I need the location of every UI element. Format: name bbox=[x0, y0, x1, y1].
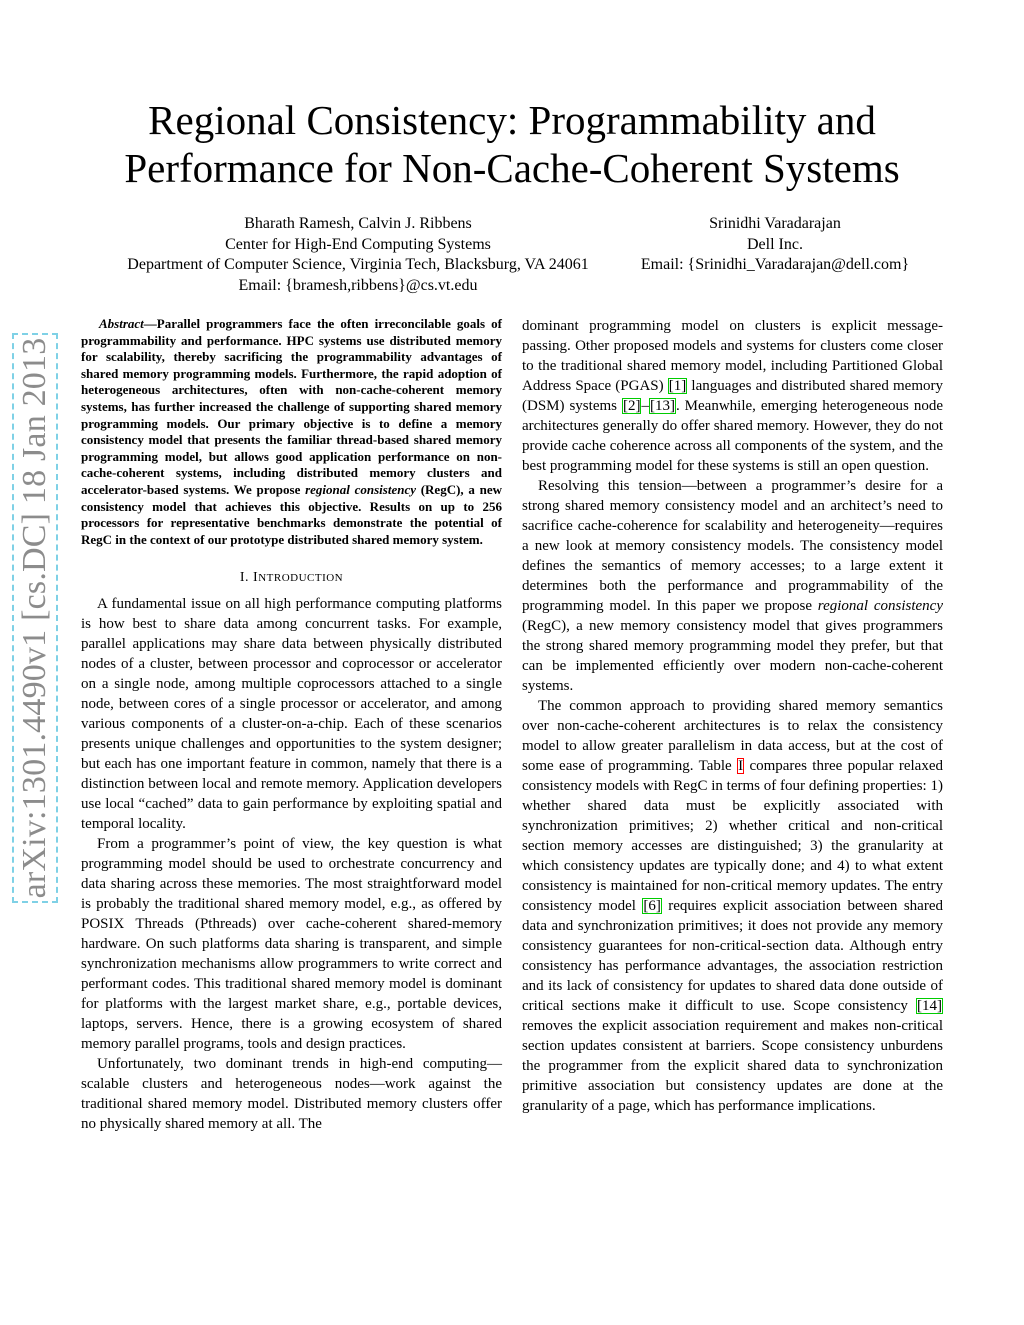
right-p2-text-b: (RegC), a new memory consistency model that gives programmers the strong shared memory programming model they prefer, but that can be implemented efficiently over modern non-cache-coherent systems. bbox=[522, 618, 943, 694]
abstract-text-2: (RegC), a new consistency model that achieves this objective. Results on up to 256 processors for representative benchmarks demonstrate the potential of RegC in the context of our prototype distributed shared memory system. bbox=[81, 481, 502, 547]
citation-link-6[interactable]: [6] bbox=[643, 898, 661, 914]
abstract-emphasis: regional consistency bbox=[305, 481, 416, 497]
section-title-rest: NTRODUCTION bbox=[258, 572, 344, 585]
author-affiliation-center: Center for High-End Computing Systems bbox=[225, 235, 491, 253]
right-p1-text-c: . Meanwhile, emerging heterogeneous node architectures generally do offer shared memory. However, they do not provide cache coherence across all components of the system, and the best programming model for these systems is still an open question. bbox=[522, 398, 943, 474]
title-line-1: Regional Consistency: Programmability and bbox=[148, 97, 876, 143]
citation-range-dash: – bbox=[641, 398, 649, 414]
right-p3-text-a: The common approach to providing shared memory semantics over non-cache-coherent architectures is to relax the consistency model to allow greater parallelism in data access, but at the cost of some ease of programming. Table bbox=[522, 698, 943, 774]
abstract-text-1: —Parallel programmers face the often irreconcilable goals of programmability and performance. HPC systems use distributed memory for scalability, thereby sacrificing the programmability advantages of shared memory programming models. Furthermore, the rapid adoption of heterogeneous architectures, often with non-cache-coherent memory systems, has further increased the challenge of supporting shared memory programming models. Our primary objective is to define a memory consistency model that presents the familiar thread-based shared memory programming model, but allows good application performance on non-cache-coherent systems, including distributed memory clusters and accelerator-based systems. We propose bbox=[81, 316, 502, 497]
author-affiliation-dell: Dell Inc. bbox=[747, 235, 803, 253]
right-paragraph-1 bbox=[522, 316, 943, 476]
right-p3-text-c: requires explicit association between shared data and synchronization primitives; it does not provide any memory consistency guarantees for non-critical-section data. Although entry consistency has performance advantages, the association restriction and its lack of consistency for updates to shared data done outside of critical sections make it difficult to use. Scope consistency bbox=[522, 898, 943, 1014]
author-block-right bbox=[620, 214, 930, 276]
author-affiliation-department: Department of Computer Science, Virginia Tech, Blacksburg, VA 24061 bbox=[127, 256, 589, 273]
arxiv-identifier-stamp bbox=[12, 333, 58, 903]
intro-paragraph-3: Unfortunately, two dominant trends in high-end computing—scalable clusters and heterogeneous nodes—work against the traditional shared memory model. Distributed memory clusters offer no physically shared memory at all. The bbox=[81, 1056, 502, 1133]
table-reference-link[interactable]: I bbox=[738, 758, 744, 774]
author-names-right: Srinidhi Varadarajan bbox=[709, 215, 841, 232]
right-p3-text-b: compares three popular relaxed consistency models with RegC in terms of four defining properties: 1) whether shared data must be explicitly associated with synchronization primitives; 2) whether critical and non-critical section memory accesses are distinguished; 3) the granularity at which consistency updates are typically done; and 4) to what extent consistency is maintained for non-critical memory updates. The entry consistency model bbox=[522, 758, 943, 914]
section-heading-introduction bbox=[81, 568, 502, 588]
right-p2-emphasis: regional consistency bbox=[817, 598, 943, 614]
right-paragraph-3 bbox=[522, 696, 943, 1116]
right-p1-text-b: languages and distributed shared memory (DSM) systems bbox=[522, 378, 943, 414]
section-number: I. bbox=[239, 570, 250, 586]
citation-link-13[interactable]: [13] bbox=[649, 398, 675, 414]
right-p3-text-d: removes the explicit association requirement and makes non-critical section updates consistent at barriers. Scope consistency unburdens the programmer from the explicit shared data to synchronization primitive association but consistency updates are done at the granularity of a page, which has performance implications. bbox=[522, 1018, 943, 1114]
intro-paragraph-1: A fundamental issue on all high performance computing platforms is how best to share data among concurrent tasks. For example, parallel applications may share data between physically distributed nodes of a cluster, between processor and coprocessor or accelerator on a single node, among multiple coprocessors attached to a single node, between cores of a single processor or accelerator, and among various components of a cluster-on-a-chip. Each of these scenarios presents unique challenges and opportunities to the system designer; but each has one important feature in common, namely that there is a distinction between local and remote memory. Application developers use local “cached” data to gain performance by exploiting spatial and temporal locality. bbox=[81, 596, 502, 833]
right-p2-text-a: Resolving this tension—between a programmer’s desire for a strong shared memory consistency model and an architect’s need to sacrifice cache-coherence for scalability and heterogeneity—requires a new look at memory consistency models. The consistency model defines the semantics of memory accesses; to a large extent it determines both the performance and programmability of the programming model. In this paper we propose bbox=[522, 478, 943, 614]
arxiv-identifier-text: arXiv:1301.4490v1 [cs.DC] 18 Jan 2013 bbox=[16, 337, 53, 899]
author-email-right: Email: {Srinidhi_Varadarajan@dell.com} bbox=[640, 256, 910, 273]
author-email-left: Email: {bramesh,ribbens}@cs.vt.edu bbox=[238, 276, 478, 294]
title-line-2: Performance for Non-Cache-Coherent Systems bbox=[124, 145, 900, 191]
section-title-initial: I bbox=[253, 570, 259, 586]
left-column bbox=[81, 316, 502, 1134]
author-block-left bbox=[90, 214, 626, 296]
right-column bbox=[522, 316, 943, 1116]
right-paragraph-2 bbox=[522, 476, 943, 696]
citation-link-1[interactable]: [1] bbox=[668, 378, 687, 394]
citation-link-14[interactable]: [14] bbox=[917, 998, 942, 1014]
intro-paragraph-2: From a programmer’s point of view, the key question is what programming model should be used to orchestrate concurrency and data sharing across these memories. The most straightforward model is probably the traditional shared memory model, e.g., as offered by POSIX Threads (Pthreads) over cache-coherent shared-memory hardware. On such platforms data sharing is transparent, and simple synchronization mechanisms allow programmers to write correct and performant codes. This traditional shared memory model is dominant for platforms with the largest market share, e.g., portable devices, laptops, servers. Hence, there is a growing ecosystem of shared memory parallel programs, tools and design practices. bbox=[81, 836, 502, 1053]
abstract-label: Abstract bbox=[99, 316, 144, 331]
author-names-left: Bharath Ramesh, Calvin J. Ribbens bbox=[244, 215, 472, 232]
abstract bbox=[81, 316, 502, 548]
paper-title bbox=[80, 96, 944, 192]
citation-link-2[interactable]: [2] bbox=[622, 398, 641, 414]
right-p1-text-a: dominant programming model on clusters is explicit message-passing. Other proposed models and systems for clusters come closer to the traditional shared memory model, including Partitioned Global Address Space (PGAS) bbox=[522, 318, 943, 394]
